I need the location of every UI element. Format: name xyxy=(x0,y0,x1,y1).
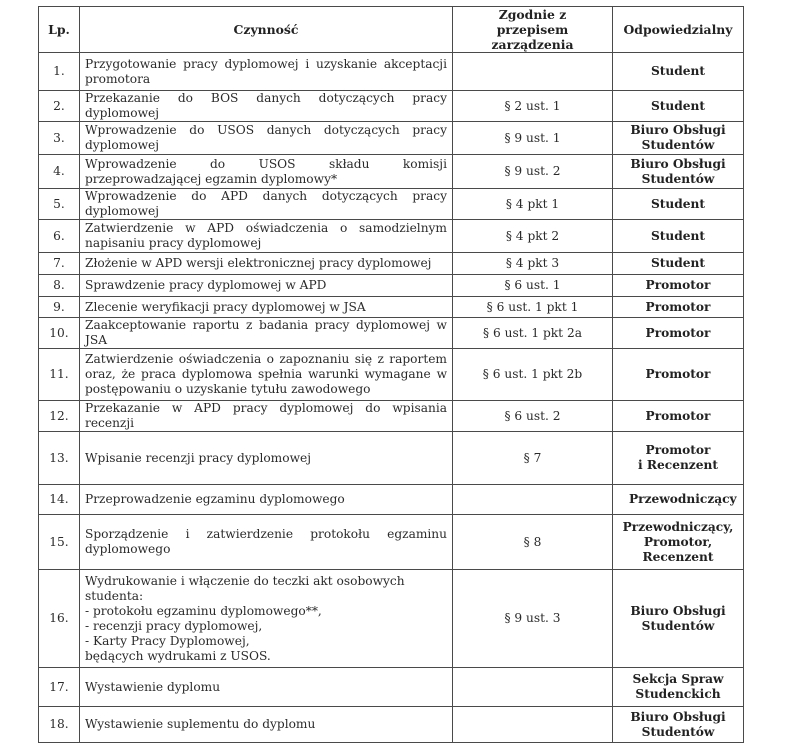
responsible-line: Recenzent xyxy=(642,549,714,564)
row-regulation: § 7 xyxy=(453,432,613,485)
row-activity: Zlecenie weryfikacji pracy dyplomowej w JSA xyxy=(80,297,453,318)
row-responsible: Promotor xyxy=(613,401,744,432)
row-number: 3. xyxy=(39,122,80,155)
row-activity: Złożenie w APD wersji elektronicznej pracy dyplomowej xyxy=(80,253,453,275)
table-row xyxy=(39,485,744,515)
responsible-line: Promotor xyxy=(645,443,711,457)
row-number: 1. xyxy=(39,53,80,91)
row-regulation: § 6 ust. 1 xyxy=(453,275,613,297)
header-lp: Lp. xyxy=(39,7,80,53)
row-regulation xyxy=(453,485,613,515)
row-responsible: Biuro Obsługi Studentów xyxy=(613,122,744,155)
row-regulation: § 4 pkt 1 xyxy=(453,189,613,220)
row-activity: Przeprowadzenie egzaminu dyplomowego xyxy=(80,485,453,515)
row-responsible: Student xyxy=(613,53,744,91)
row-number: 5. xyxy=(39,189,80,220)
table-row xyxy=(39,570,744,668)
header-responsible: Odpowiedzialny xyxy=(613,7,744,53)
row-responsible: Biuro Obsługi Studentów xyxy=(613,707,744,743)
row-number: 8. xyxy=(39,275,80,297)
table-row xyxy=(39,515,744,570)
row-number: 16. xyxy=(39,570,80,668)
activity-line: - Karty Pracy Dyplomowej, xyxy=(85,633,250,648)
header-activity: Czynność xyxy=(80,7,453,53)
row-activity: Przekazanie do BOS danych dotyczących pracy dyplomowej xyxy=(80,91,453,122)
row-regulation: § 9 ust. 1 xyxy=(453,122,613,155)
row-activity: Wprowadzenie do APD danych dotyczących pracy dyplomowej xyxy=(80,189,453,220)
row-responsible: Student xyxy=(613,189,744,220)
row-number: 10. xyxy=(39,318,80,349)
row-regulation: § 6 ust. 2 xyxy=(453,401,613,432)
activity-line: - recenzji pracy dyplomowej, xyxy=(85,618,263,633)
responsible-line: i Recenzent xyxy=(638,458,718,472)
row-responsible: Sekcja Spraw Studenckich xyxy=(613,668,744,707)
row-number: 17. xyxy=(39,668,80,707)
row-activity: Wystawienie dyplomu xyxy=(80,668,453,707)
header-regulation: Zgodnie z przepisem zarządzenia xyxy=(453,7,613,53)
activity-line: Wydrukowanie i włączenie do teczki akt osobowych studenta: xyxy=(85,573,405,603)
table-row xyxy=(39,220,744,253)
row-activity: Zatwierdzenie oświadczenia o zapoznaniu się z raportem oraz, że praca dyplomowa spełnia warunki wymagane w postępowaniu o uzyskanie tytułu zawodowego xyxy=(80,349,453,401)
row-regulation xyxy=(453,53,613,91)
row-regulation: § 6 ust. 1 pkt 2b xyxy=(453,349,613,401)
table-row xyxy=(39,53,744,91)
row-responsible xyxy=(613,515,744,570)
row-responsible: Student xyxy=(613,91,744,122)
row-number: 2. xyxy=(39,91,80,122)
row-activity: Przekazanie w APD pracy dyplomowej do wpisania recenzji xyxy=(80,401,453,432)
row-activity: Zaakceptowanie raportu z badania pracy dyplomowej w JSA xyxy=(80,318,453,349)
row-activity: Zatwierdzenie w APD oświadczenia o samodzielnym napisaniu pracy dyplomowej xyxy=(80,220,453,253)
row-number: 14. xyxy=(39,485,80,515)
row-responsible: Biuro Obsługi Studentów xyxy=(613,570,744,668)
row-responsible: Przewodniczący xyxy=(613,485,744,515)
table-row xyxy=(39,253,744,275)
row-regulation xyxy=(453,707,613,743)
table-row xyxy=(39,122,744,155)
table-row xyxy=(39,91,744,122)
table-row xyxy=(39,189,744,220)
table-row xyxy=(39,707,744,743)
row-activity: Wprowadzenie do USOS danych dotyczących pracy dyplomowej xyxy=(80,122,453,155)
row-activity: Sprawdzenie pracy dyplomowej w APD xyxy=(80,275,453,297)
table-row xyxy=(39,401,744,432)
row-responsible: Student xyxy=(613,253,744,275)
row-number: 7. xyxy=(39,253,80,275)
row-activity: Przygotowanie pracy dyplomowej i uzyskanie akceptacji promotora xyxy=(80,53,453,91)
procedure-table xyxy=(38,6,744,743)
row-responsible: Promotor xyxy=(613,297,744,318)
row-responsible: Biuro Obsługi Studentów xyxy=(613,155,744,189)
row-number: 6. xyxy=(39,220,80,253)
row-activity xyxy=(80,570,453,668)
table-header-row xyxy=(39,7,744,53)
table-row xyxy=(39,297,744,318)
table-row xyxy=(39,275,744,297)
responsible-line: Przewodniczący, xyxy=(622,519,734,534)
table-row xyxy=(39,432,744,485)
row-responsible: Promotor xyxy=(613,275,744,297)
table-row xyxy=(39,155,744,189)
row-responsible xyxy=(613,432,744,485)
table-row xyxy=(39,668,744,707)
row-responsible: Promotor xyxy=(613,318,744,349)
row-regulation: § 9 ust. 3 xyxy=(453,570,613,668)
row-responsible: Promotor xyxy=(613,349,744,401)
table-row xyxy=(39,318,744,349)
row-regulation: § 9 ust. 2 xyxy=(453,155,613,189)
row-activity: Wpisanie recenzji pracy dyplomowej xyxy=(80,432,453,485)
row-number: 11. xyxy=(39,349,80,401)
activity-line: będących wydrukami z USOS. xyxy=(85,648,271,663)
activity-line: - protokołu egzaminu dyplomowego**, xyxy=(85,603,322,618)
row-activity: Sporządzenie i zatwierdzenie protokołu egzaminu dyplomowego xyxy=(80,515,453,570)
row-number: 9. xyxy=(39,297,80,318)
row-number: 18. xyxy=(39,707,80,743)
row-number: 13. xyxy=(39,432,80,485)
row-regulation: § 8 xyxy=(453,515,613,570)
responsible-line: Promotor, xyxy=(643,534,713,549)
row-regulation: § 4 pkt 3 xyxy=(453,253,613,275)
row-activity: Wystawienie suplementu do dyplomu xyxy=(80,707,453,743)
row-regulation: § 4 pkt 2 xyxy=(453,220,613,253)
row-number: 4. xyxy=(39,155,80,189)
row-regulation: § 6 ust. 1 pkt 1 xyxy=(453,297,613,318)
row-number: 15. xyxy=(39,515,80,570)
table-row xyxy=(39,349,744,401)
row-regulation: § 6 ust. 1 pkt 2a xyxy=(453,318,613,349)
row-regulation xyxy=(453,668,613,707)
row-number: 12. xyxy=(39,401,80,432)
row-responsible: Student xyxy=(613,220,744,253)
row-activity: Wprowadzenie do USOS składu komisji przeprowadzającej egzamin dyplomowy* xyxy=(80,155,453,189)
row-regulation: § 2 ust. 1 xyxy=(453,91,613,122)
